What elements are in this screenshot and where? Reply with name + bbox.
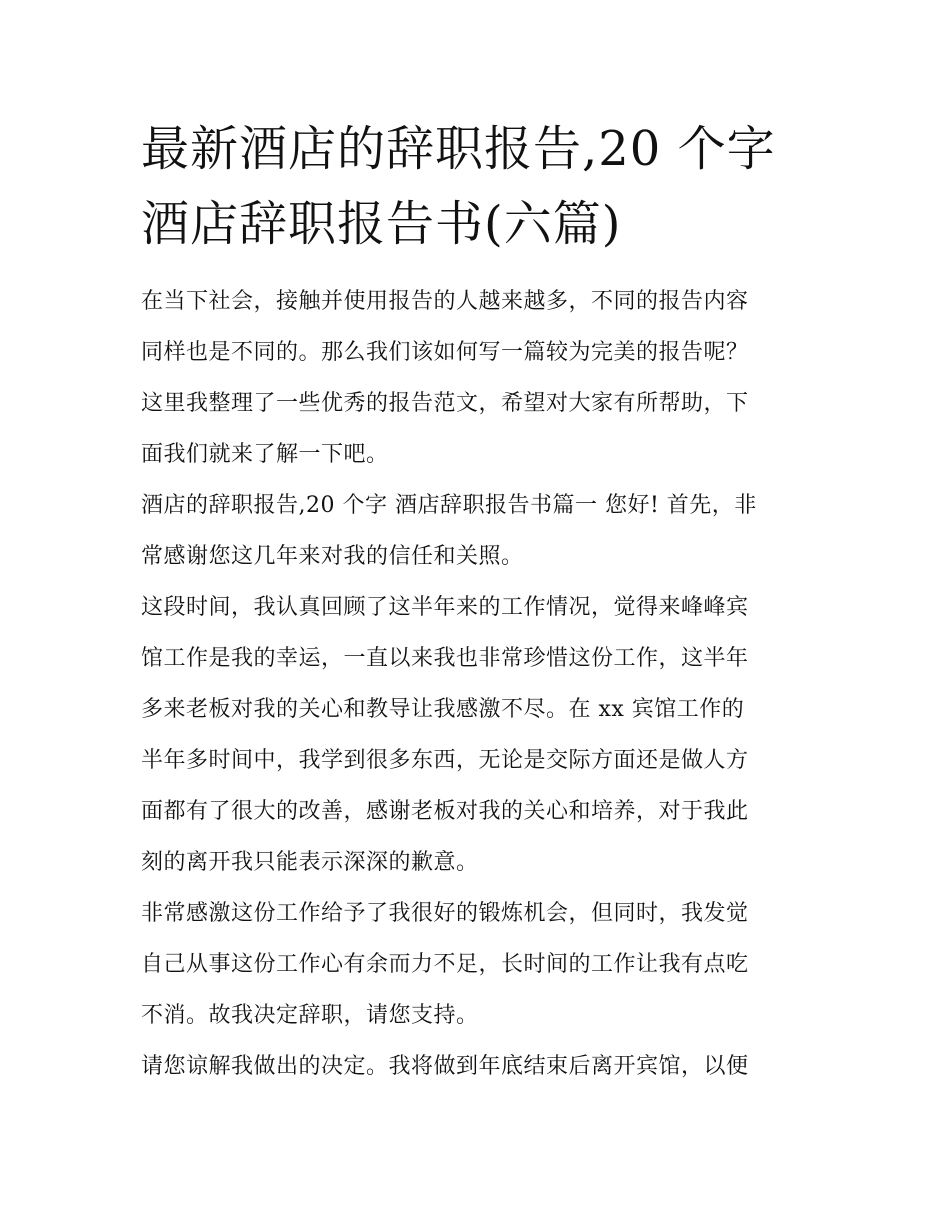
text-line: 在当下社会，接触并使用报告的人越来越多，不同的报告内容 xyxy=(141,289,749,314)
title-line-2: 酒店辞职报告书(六篇) xyxy=(141,196,622,252)
paragraph-reason xyxy=(141,888,821,1041)
text-line: 这里我整理了一些优秀的报告范文，希望对大家有所帮助，下 xyxy=(141,391,749,416)
paragraph-intro xyxy=(141,276,821,480)
paragraph-closing xyxy=(141,1041,821,1092)
text-line: 多来老板对我的关心和教导让我感激不尽。在 xx 宾馆工作的 xyxy=(141,697,745,722)
paragraph-review xyxy=(141,582,821,888)
text-line: 这段时间，我认真回顾了这半年来的工作情况，觉得来峰峰宾 xyxy=(141,595,749,620)
text-line: 同样也是不同的。那么我们该如何写一篇较为完美的报告呢？ xyxy=(141,340,749,365)
text-line: 自己从事这份工作心有余而力不足，长时间的工作让我有点吃 xyxy=(141,952,749,977)
title-line-1: 最新酒店的辞职报告,20 个字 xyxy=(141,121,776,177)
text-line: 非常感激这份工作给予了我很好的锻炼机会，但同时，我发觉 xyxy=(141,901,749,926)
text-line: 刻的离开我只能表示深深的歉意。 xyxy=(141,850,479,875)
document-title xyxy=(141,112,841,262)
text-line: 面我们就来了解一下吧。 xyxy=(141,442,389,467)
text-line: 常感谢您这几年来对我的信任和关照。 xyxy=(141,544,524,569)
text-line: 请您谅解我做出的决定。我将做到年底结束后离开宾馆，以便 xyxy=(141,1054,749,1079)
document-body xyxy=(141,276,821,1092)
text-line: 面都有了很大的改善，感谢老板对我的关心和培养，对于我此 xyxy=(141,799,749,824)
text-line: 半年多时间中，我学到很多东西，无论是交际方面还是做人方 xyxy=(141,748,749,773)
text-line: 馆工作是我的幸运，一直以来我也非常珍惜这份工作，这半年 xyxy=(141,646,749,671)
text-line: 酒店的辞职报告,20 个字 酒店辞职报告书篇一 您好! 首先，非 xyxy=(141,493,757,518)
text-line: 不消。故我决定辞职，请您支持。 xyxy=(141,1003,479,1028)
paragraph-greeting xyxy=(141,480,821,582)
